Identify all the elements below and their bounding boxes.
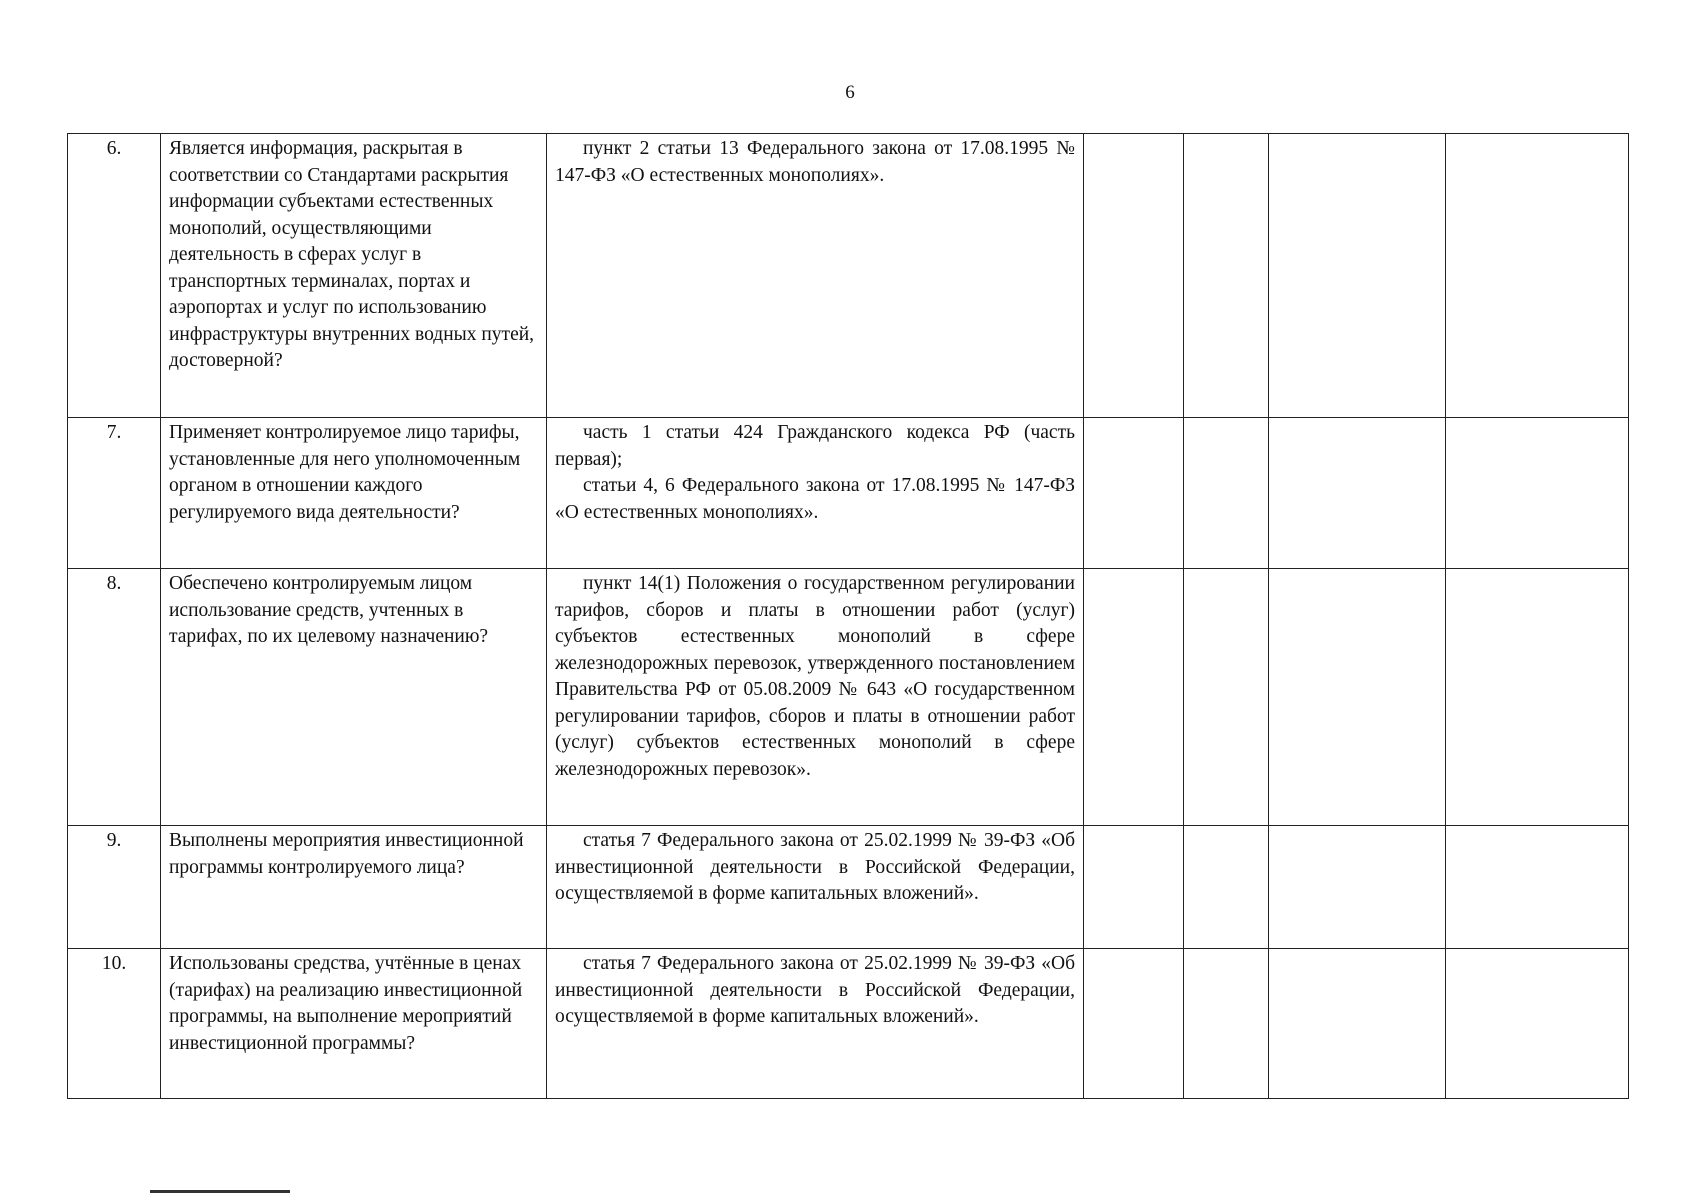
- question-cell: Выполнены мероприятия инвестиционной программы контролируемого лица?: [161, 826, 547, 949]
- answer-cell-na[interactable]: [1269, 826, 1446, 949]
- page-number: 6: [845, 82, 855, 103]
- row-number: 8.: [68, 569, 161, 826]
- question-cell: Обеспечено контролируемым лицом использование средств, учтенных в тарифах, по их целевому назначению?: [161, 569, 547, 826]
- legal-paragraph: пункт 14(1) Положения о государственном регулировании тарифов, сборов и платы в отношении работ (услуг) субъектов естественных монополий в сфере железнодорожных перевозок, утвержденного постановлением Правительства РФ от 05.08.2009 № 643 «О государственном регулировании тарифов, сборов и платы в отношении работ (услуг) субъектов естественных монополий в сфере железнодорожных перевозок».: [555, 573, 1075, 780]
- question-cell: Является информация, раскрытая в соответствии со Стандартами раскрытия информации субъектами естественных монополий, осуществляющими деятельность в сферах услуг в транспортных терминалах, портах и аэропортах и услуг по использованию инфраструктуры внутренних водных путей, достоверной?: [161, 134, 547, 418]
- answer-cell-yes[interactable]: [1084, 949, 1184, 1099]
- row-number: 10.: [68, 949, 161, 1099]
- answer-cell-na[interactable]: [1269, 134, 1446, 418]
- question-cell: Применяет контролируемое лицо тарифы, установленные для него уполномоченным органом в отношении каждого регулируемого вида деятельности?: [161, 418, 547, 569]
- table-row: [68, 949, 1629, 1099]
- legal-basis-cell: [547, 418, 1084, 569]
- legal-paragraph: статья 7 Федерального закона от 25.02.1999 № 39-ФЗ «Об инвестиционной деятельности в Российской Федерации, осуществляемой в форме капитальных вложений».: [555, 953, 1075, 1027]
- checklist-table: [67, 133, 1629, 1099]
- table-row: [68, 418, 1629, 569]
- footer-mark: [150, 1190, 290, 1193]
- legal-paragraph: статья 7 Федерального закона от 25.02.1999 № 39-ФЗ «Об инвестиционной деятельности в Российской Федерации, осуществляемой в форме капитальных вложений».: [555, 830, 1075, 904]
- legal-basis-cell: [547, 134, 1084, 418]
- row-number: 7.: [68, 418, 161, 569]
- row-number: 9.: [68, 826, 161, 949]
- table-row: [68, 134, 1629, 418]
- legal-basis-cell: [547, 949, 1084, 1099]
- answer-cell-no[interactable]: [1184, 569, 1269, 826]
- answer-cell-yes[interactable]: [1084, 418, 1184, 569]
- question-cell: Использованы средства, учтённые в ценах (тарифах) на реализацию инвестиционной программы, на выполнение мероприятий инвестиционной программы?: [161, 949, 547, 1099]
- answer-cell-na[interactable]: [1269, 569, 1446, 826]
- answer-cell-yes[interactable]: [1084, 569, 1184, 826]
- legal-paragraph: часть 1 статьи 424 Гражданского кодекса РФ (часть первая);: [555, 422, 1075, 470]
- legal-basis-cell: [547, 826, 1084, 949]
- notes-cell[interactable]: [1446, 949, 1629, 1099]
- notes-cell[interactable]: [1446, 134, 1629, 418]
- answer-cell-yes[interactable]: [1084, 826, 1184, 949]
- answer-cell-no[interactable]: [1184, 949, 1269, 1099]
- legal-paragraph: пункт 2 статьи 13 Федерального закона от 17.08.1995 № 147-ФЗ «О естественных монополиях».: [555, 138, 1075, 186]
- table-row: [68, 569, 1629, 826]
- answer-cell-no[interactable]: [1184, 134, 1269, 418]
- notes-cell[interactable]: [1446, 826, 1629, 949]
- notes-cell[interactable]: [1446, 569, 1629, 826]
- answer-cell-no[interactable]: [1184, 826, 1269, 949]
- legal-basis-cell: [547, 569, 1084, 826]
- notes-cell[interactable]: [1446, 418, 1629, 569]
- legal-paragraph: статьи 4, 6 Федерального закона от 17.08.1995 № 147-ФЗ «О естественных монополиях».: [555, 475, 1075, 523]
- row-number: 6.: [68, 134, 161, 418]
- answer-cell-yes[interactable]: [1084, 134, 1184, 418]
- answer-cell-na[interactable]: [1269, 949, 1446, 1099]
- answer-cell-no[interactable]: [1184, 418, 1269, 569]
- answer-cell-na[interactable]: [1269, 418, 1446, 569]
- table-row: [68, 826, 1629, 949]
